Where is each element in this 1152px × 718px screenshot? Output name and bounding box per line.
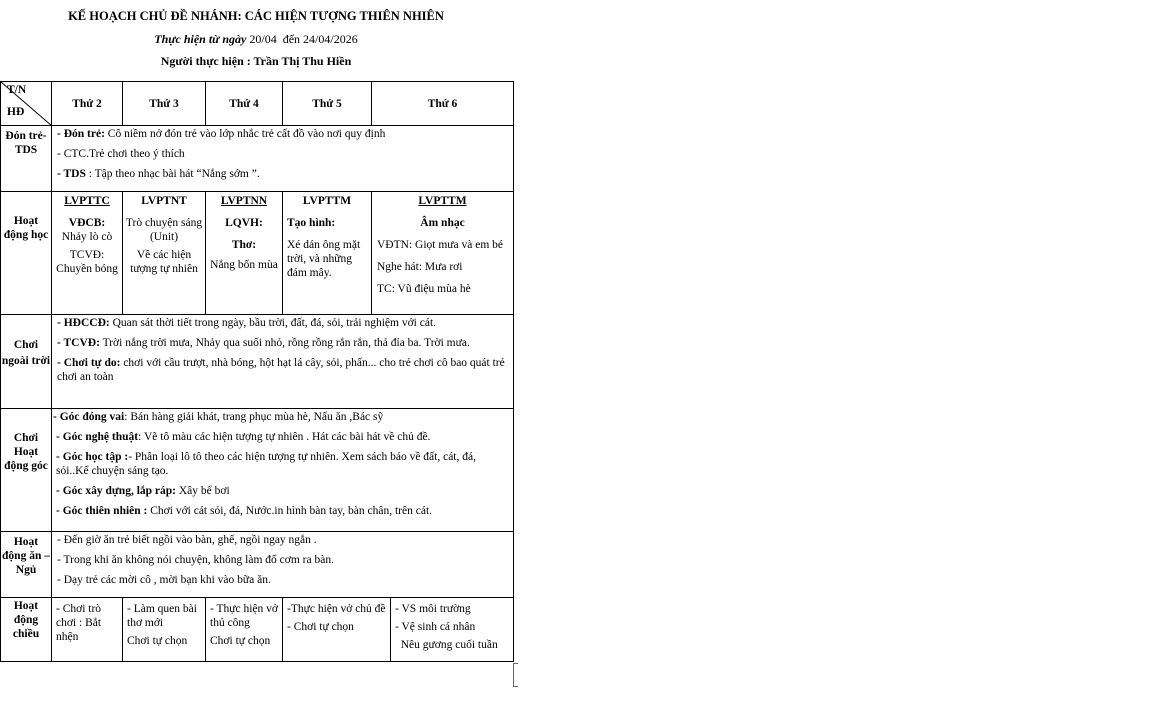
chieu-col-tue [123, 598, 206, 662]
ngoai-troi-line: - HĐCCĐ: Quan sát thời tiết trong ngày, bầu trời, đất, đá, sỏi, trải nghiệm với cát. [57, 317, 437, 329]
chieu-col-fri [391, 598, 514, 662]
row-label-chieu: Hoạt động chiều [1, 598, 52, 662]
row-label-choi-ngoai-troi: Chơi ngoài trời [1, 315, 52, 409]
an-ngu-line: - Trong khi ăn không nói chuyện, không làm đổ cơm ra bàn. [57, 554, 334, 566]
corner-cell [1, 82, 52, 126]
corner-bottom-label: HĐ [7, 106, 25, 118]
row-label-an-ngu: Hoạt động ăn – Ngủ [1, 532, 52, 598]
hoc-head: LVPTNT [141, 195, 187, 207]
day-header: Thứ 3 [123, 82, 206, 126]
hoc-col-fri [372, 192, 514, 315]
an-ngu-row [1, 532, 514, 598]
hoc-line: Nhảy lò cò [61, 231, 113, 243]
chieu-line: Chơi tự chọn [210, 635, 271, 647]
chieu-col-mon [52, 598, 123, 662]
hoc-bold: VĐCB: [68, 217, 106, 229]
hoc-line: Về các hiện tượng tự nhiên [130, 249, 198, 275]
hoc-head: LVPTTC [64, 195, 110, 207]
hoc-bold: Thơ: [231, 239, 257, 251]
period-from: 20/04 [249, 32, 277, 46]
an-ngu-line: - Đến giờ ăn trẻ biết ngồi vào bàn, ghế, ngồi ngay ngắn . [57, 534, 317, 546]
row-label-choi-goc: Chơi Hoạt động góc [1, 409, 52, 532]
goc-line: - Góc đóng vai: Bán hàng giải khát, trang phục mùa hè, Nấu ăn ,Bác sỹ [53, 411, 384, 423]
hoc-line: Nắng bốn mùa [210, 259, 278, 271]
hoc-line: Trò chuyện sáng (Unit) [125, 217, 203, 243]
choi-ngoai-troi-content [52, 315, 514, 409]
chieu-col-thu [283, 598, 391, 662]
period-to: 24/04/2026 [303, 32, 358, 46]
period-to-label: đến [282, 32, 301, 46]
chieu-line: - Thực hiện vở thủ công [210, 603, 278, 629]
day-header: Thứ 2 [52, 82, 123, 126]
hoc-line: TCVĐ: Chuyền bóng [56, 249, 118, 275]
goc-line: - Góc nghệ thuật: Vẽ tô màu các hiện tượng tự nhiên . Hát các bài hát về chủ đề. [56, 431, 431, 443]
goc-line: - Góc xây dựng, lắp ráp: Xây bể bơi [56, 485, 230, 497]
ngoai-troi-line: - Chơi tự do: chơi với cầu trượt, nhà bóng, hột hạt lá cây, sỏi, phấn... cho trẻ chơi cô bao quát trẻ chơi an toàn [57, 357, 505, 383]
an-ngu-line: - Dạy trẻ các mời cô , mời bạn khi vào bữa ăn. [57, 574, 271, 586]
don-tre-line: - TDS : Tập theo nhạc bài hát “Nắng sớm ”. [57, 168, 260, 180]
chieu-row [1, 598, 514, 662]
chieu-line: -Thực hiện vở chủ đề [287, 603, 386, 615]
hoc-col-wed [206, 192, 283, 315]
hoc-bold: LQVH: [225, 217, 263, 229]
hoc-col-mon [52, 192, 123, 315]
don-tre-row [1, 126, 514, 192]
chieu-line: - VS môi trường [395, 603, 471, 615]
chieu-line: Chơi tự chọn [127, 635, 188, 647]
hoc-col-tue [123, 192, 206, 315]
performer-line: Người thực hiện : Trần Thị Thu Hiền [160, 54, 352, 68]
hoc-line: VĐTN: Giọt mưa và em bé [377, 239, 503, 251]
ngoai-troi-line: - TCVĐ: Trời nắng trời mưa, Nhảy qua suối nhỏ, rồng rồng rắn rắn, thả đỉa ba. Trời mưa. [57, 337, 470, 349]
hoc-head: LVPTTM [418, 195, 467, 207]
choi-ngoai-troi-row [1, 315, 514, 409]
header-row [1, 82, 514, 126]
goc-line: - Góc học tập :- Phân loại lô tô theo các hiện tượng tự nhiên. Xem sách báo về đất, cát, đá, sỏi..Kể chuyện sáng tạo. [56, 451, 476, 477]
hoat-dong-hoc-row [1, 192, 514, 315]
day-header: Thứ 5 [283, 82, 372, 126]
don-tre-content [52, 126, 514, 192]
page-title: KẾ HOẠCH CHỦ ĐỀ NHÁNH: CÁC HIỆN TƯỢNG THIÊN NHIÊN [68, 9, 444, 23]
hoc-line: Xé dán ông mặt trời, và những đám mây. [287, 239, 361, 279]
hoc-bold: Âm nhạc [420, 217, 465, 229]
day-header: Thứ 6 [372, 82, 514, 126]
row-label-don-tre: Đón trẻ-TDS [1, 126, 52, 192]
hoc-bold: Tạo hình: [287, 217, 336, 229]
choi-goc-content [52, 409, 514, 532]
chieu-line: - Làm quen bài thơ mới [127, 603, 197, 629]
chieu-line: - Vệ sinh cá nhân [395, 621, 476, 633]
hoc-head: LVPTTM [302, 195, 352, 207]
period-label: Thực hiện từ ngày [154, 32, 247, 46]
row-label-hoat-dong-hoc: Hoạt động học [1, 192, 52, 315]
hoc-line: Nghe hát: Mưa rơi [377, 261, 463, 273]
hoc-line: TC: Vũ điệu mùa hè [377, 283, 471, 295]
hoc-head: LVPTNN [220, 195, 268, 207]
text-cursor-bracket [513, 663, 518, 687]
hoc-col-thu [283, 192, 372, 315]
corner-top-label: T/N [7, 84, 27, 96]
chieu-line: Nêu gương cuối tuần [395, 639, 498, 651]
choi-goc-row [1, 409, 514, 532]
an-ngu-content [52, 532, 514, 598]
goc-line: - Góc thiên nhiên : Chơi với cát sỏi, đá, Nước.in hình bàn tay, bàn chân, trên cát. [56, 505, 433, 517]
chieu-line: - Chơi trò chơi : Bắt nhện [56, 603, 102, 643]
plan-table [0, 81, 514, 662]
chieu-line: - Chơi tự chọn [287, 621, 354, 633]
period-line [0, 32, 512, 47]
don-tre-line: - CTC.Trẻ chơi theo ý thích [57, 148, 185, 160]
don-tre-line: - Đón trẻ: Cô niềm nở đón trẻ vào lớp nhắc trẻ cất đồ vào nơi quy định [57, 128, 386, 140]
chieu-col-wed [206, 598, 283, 662]
day-header: Thứ 4 [206, 82, 283, 126]
